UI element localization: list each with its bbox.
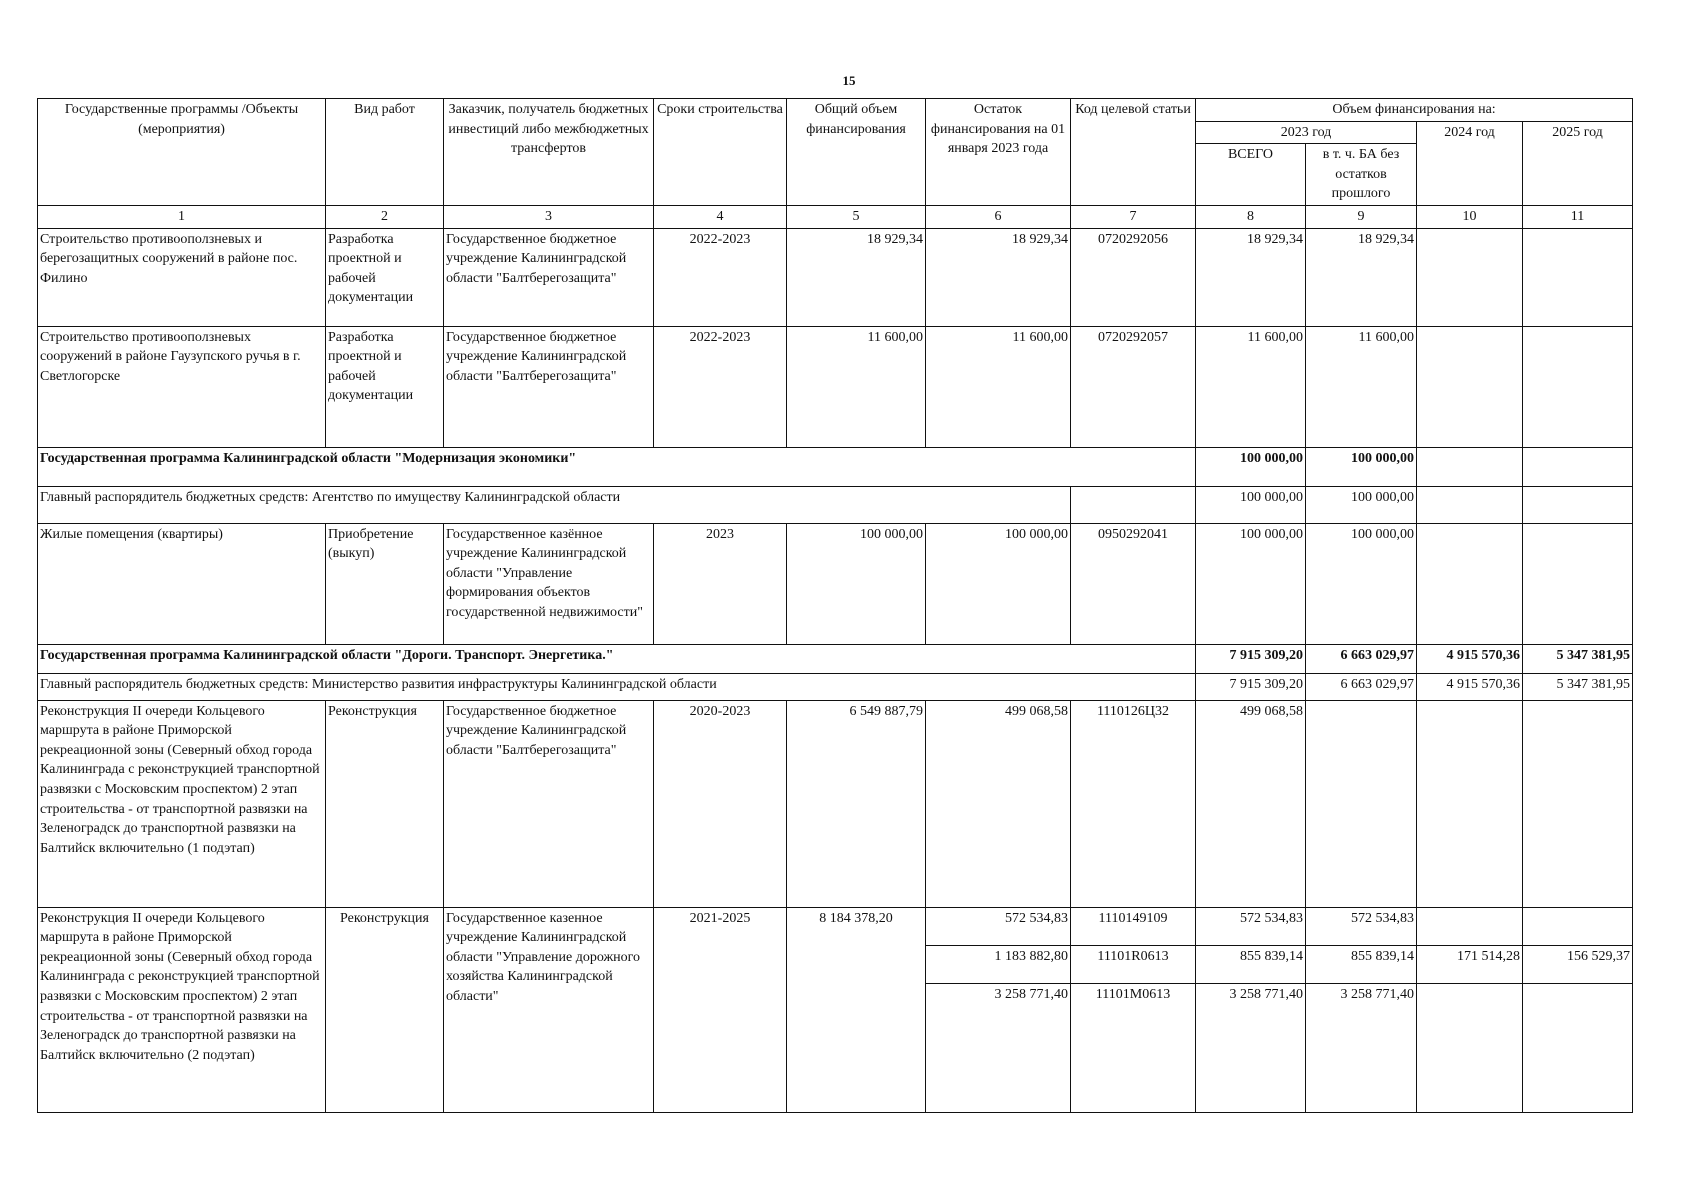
column-number: 9 <box>1306 205 1417 228</box>
header-total: Общий объем финансирования <box>787 99 926 206</box>
budget-table <box>37 98 1633 1113</box>
target-code: 1110149109 <box>1071 907 1196 945</box>
target-code: 11101M0613 <box>1071 983 1196 1112</box>
remainder: 499 068,58 <box>926 700 1071 907</box>
header-row-1 <box>38 99 1633 122</box>
customer: Государственное казённое учреждение Калининградской области "Управление формирования объектов государственной недвижимости" <box>444 523 654 644</box>
amount-2025 <box>1523 700 1633 907</box>
program-title: Государственная программа Калининградской области "Модернизация экономики" <box>38 447 1196 486</box>
remainder: 1 183 882,80 <box>926 945 1071 983</box>
amount-2024 <box>1417 447 1523 486</box>
object-name: Строительство противооползневых и берегозащитных сооружений в районе пос. Филино <box>38 228 326 326</box>
header-work-type: Вид работ <box>326 99 444 206</box>
ba-2023: 6 663 029,97 <box>1306 644 1417 673</box>
column-number: 2 <box>326 205 444 228</box>
total-2023: 11 600,00 <box>1196 326 1306 447</box>
work-type: Реконструкция <box>326 700 444 907</box>
ba-2023: 18 929,34 <box>1306 228 1417 326</box>
work-type: Разработка проектной и рабочей документации <box>326 326 444 447</box>
total-2023: 499 068,58 <box>1196 700 1306 907</box>
amount-2024: 4 915 570,36 <box>1417 673 1523 700</box>
total-2023: 7 915 309,20 <box>1196 673 1306 700</box>
header-financing-group: Объем финансирования на: <box>1196 99 1633 122</box>
column-number: 11 <box>1523 205 1633 228</box>
amount-2025 <box>1523 447 1633 486</box>
header-programs: Государственные программы /Объекты (мероприятия) <box>38 99 326 206</box>
target-code: 1110126Ц32 <box>1071 700 1196 907</box>
target-code <box>1071 486 1196 523</box>
header-year-2023: 2023 год <box>1196 121 1417 144</box>
total-2023: 100 000,00 <box>1196 447 1306 486</box>
remainder: 11 600,00 <box>926 326 1071 447</box>
total-2023: 572 534,83 <box>1196 907 1306 945</box>
ba-2023: 100 000,00 <box>1306 523 1417 644</box>
total-financing: 11 600,00 <box>787 326 926 447</box>
work-type: Разработка проектной и рабочей документации <box>326 228 444 326</box>
header-code: Код целевой статьи <box>1071 99 1196 206</box>
work-type: Реконструкция <box>326 907 444 1112</box>
header-ba-2023: в т. ч. БА без остатков прошлого <box>1306 144 1417 206</box>
ba-2023: 100 000,00 <box>1306 486 1417 523</box>
table-row <box>38 228 1633 326</box>
budget-holder-title: Главный распорядитель бюджетных средств: Министерство развития инфраструктуры Калининградской области <box>38 673 1196 700</box>
period: 2023 <box>654 523 787 644</box>
column-number: 5 <box>787 205 926 228</box>
total-2023: 100 000,00 <box>1196 523 1306 644</box>
total-2023: 18 929,34 <box>1196 228 1306 326</box>
column-number: 4 <box>654 205 787 228</box>
column-number: 10 <box>1417 205 1523 228</box>
total-financing: 6 549 887,79 <box>787 700 926 907</box>
target-code: 0720292056 <box>1071 228 1196 326</box>
period: 2020-2023 <box>654 700 787 907</box>
target-code: 0720292057 <box>1071 326 1196 447</box>
total-financing: 8 184 378,20 <box>787 907 926 1112</box>
page-number: 15 <box>842 73 856 88</box>
amount-2024: 171 514,28 <box>1417 945 1523 983</box>
budget-holder-row <box>38 486 1633 523</box>
amount-2024 <box>1417 228 1523 326</box>
amount-2024 <box>1417 326 1523 447</box>
budget-holder-title: Главный распорядитель бюджетных средств: Агентство по имуществу Калининградской области <box>38 486 1071 523</box>
ba-2023: 572 534,83 <box>1306 907 1417 945</box>
program-row <box>38 447 1633 486</box>
period: 2021-2025 <box>654 907 787 1112</box>
target-code: 11101R0613 <box>1071 945 1196 983</box>
object-name: Строительство противооползневых сооружений в районе Гаузупского ручья в г. Светлогорске <box>38 326 326 447</box>
amount-2025 <box>1523 228 1633 326</box>
table-row <box>38 700 1633 907</box>
remainder: 18 929,34 <box>926 228 1071 326</box>
header-period: Сроки строительства <box>654 99 787 206</box>
total-2023: 3 258 771,40 <box>1196 983 1306 1112</box>
amount-2025 <box>1523 983 1633 1112</box>
period: 2022-2023 <box>654 228 787 326</box>
amount-2025: 5 347 381,95 <box>1523 644 1633 673</box>
program-title: Государственная программа Калининградской области "Дороги. Транспорт. Энергетика." <box>38 644 1196 673</box>
total-2023: 100 000,00 <box>1196 486 1306 523</box>
amount-2025 <box>1523 907 1633 945</box>
column-number: 7 <box>1071 205 1196 228</box>
header-year-2024: 2024 год <box>1417 121 1523 205</box>
customer: Государственное казенное учреждение Калининградской области "Управление дорожного хозяйства Калининградской области" <box>444 907 654 1112</box>
table-row <box>38 326 1633 447</box>
column-number-row <box>38 205 1633 228</box>
ba-2023: 100 000,00 <box>1306 447 1417 486</box>
budget-holder-row <box>38 673 1633 700</box>
column-number: 8 <box>1196 205 1306 228</box>
amount-2024 <box>1417 983 1523 1112</box>
amount-2024 <box>1417 523 1523 644</box>
amount-2024 <box>1417 700 1523 907</box>
customer: Государственное бюджетное учреждение Калининградской области "Балтберегозащита" <box>444 326 654 447</box>
work-type: Приобретение (выкуп) <box>326 523 444 644</box>
amount-2025: 156 529,37 <box>1523 945 1633 983</box>
column-number: 6 <box>926 205 1071 228</box>
table-row <box>38 907 1633 945</box>
customer: Государственное бюджетное учреждение Калининградской области "Балтберегозащита" <box>444 228 654 326</box>
target-code: 0950292041 <box>1071 523 1196 644</box>
ba-2023: 6 663 029,97 <box>1306 673 1417 700</box>
program-row <box>38 644 1633 673</box>
column-number: 1 <box>38 205 326 228</box>
ba-2023: 3 258 771,40 <box>1306 983 1417 1112</box>
amount-2025 <box>1523 486 1633 523</box>
customer: Государственное бюджетное учреждение Калининградской области "Балтберегозащита" <box>444 700 654 907</box>
header-customer: Заказчик, получатель бюджетных инвестиций либо межбюджетных трансфертов <box>444 99 654 206</box>
amount-2025 <box>1523 523 1633 644</box>
total-2023: 7 915 309,20 <box>1196 644 1306 673</box>
ba-2023 <box>1306 700 1417 907</box>
object-name: Реконструкция II очереди Кольцевого маршрута в районе Приморской рекреационной зоны (Северный обход города Калининграда с реконструкцией транспортной развязки с Московским проспектом) 2 этап строительства - от транспортной развязки на Зеленоградск до транспортной развязки на Балтийск включительно (1 подэтап) <box>38 700 326 907</box>
ba-2023: 11 600,00 <box>1306 326 1417 447</box>
amount-2024 <box>1417 486 1523 523</box>
object-name: Реконструкция II очереди Кольцевого маршрута в районе Приморской рекреационной зоны (Северный обход города Калининграда с реконструкцией транспортной развязки с Московским проспектом) 2 этап строительства - от транспортной развязки на Зеленоградск до транспортной развязки на Балтийск включительно (2 подэтап) <box>38 907 326 1112</box>
header-year-2025: 2025 год <box>1523 121 1633 205</box>
column-number: 3 <box>444 205 654 228</box>
total-financing: 100 000,00 <box>787 523 926 644</box>
amount-2025: 5 347 381,95 <box>1523 673 1633 700</box>
total-2023: 855 839,14 <box>1196 945 1306 983</box>
remainder: 3 258 771,40 <box>926 983 1071 1112</box>
object-name: Жилые помещения (квартиры) <box>38 523 326 644</box>
remainder: 572 534,83 <box>926 907 1071 945</box>
period: 2022-2023 <box>654 326 787 447</box>
amount-2024: 4 915 570,36 <box>1417 644 1523 673</box>
table-row <box>38 523 1633 644</box>
remainder: 100 000,00 <box>926 523 1071 644</box>
header-total-2023: ВСЕГО <box>1196 144 1306 206</box>
amount-2025 <box>1523 326 1633 447</box>
amount-2024 <box>1417 907 1523 945</box>
ba-2023: 855 839,14 <box>1306 945 1417 983</box>
header-remainder: Остаток финансирования на 01 января 2023 года <box>926 99 1071 206</box>
total-financing: 18 929,34 <box>787 228 926 326</box>
